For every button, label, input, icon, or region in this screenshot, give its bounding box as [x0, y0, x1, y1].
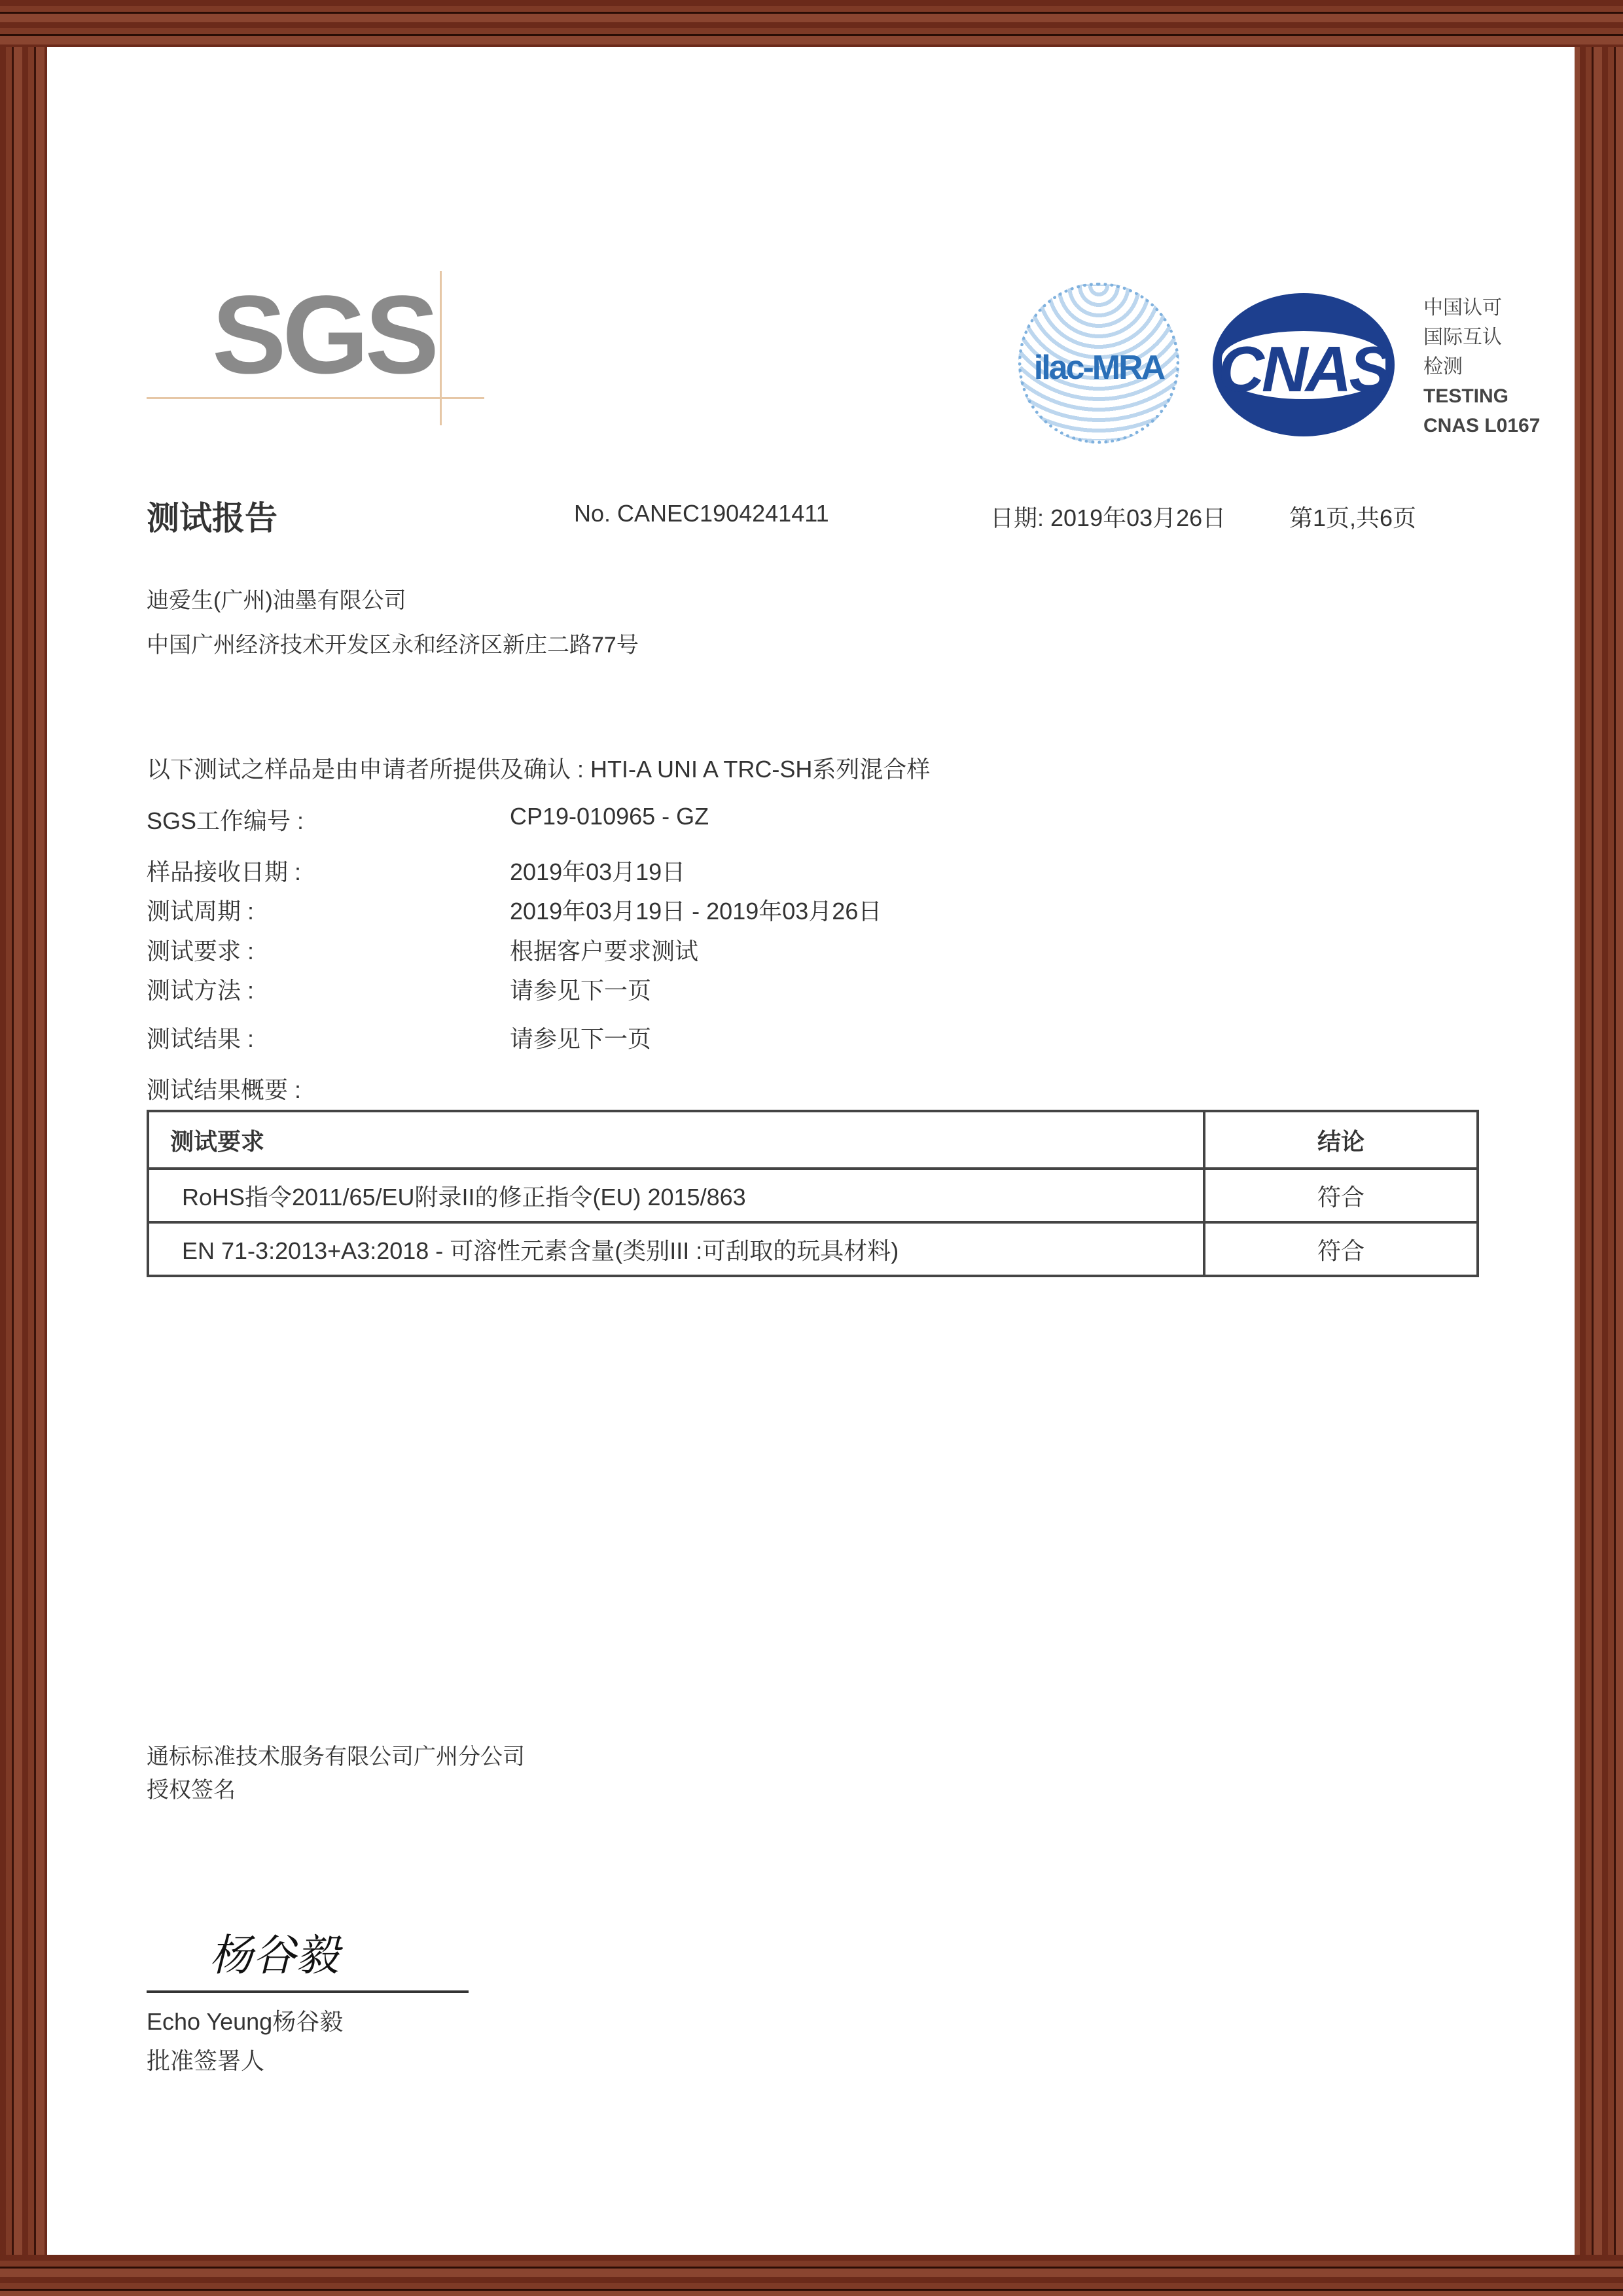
page-number: 第1页,共6页: [1289, 504, 1417, 531]
report-number: No. CANEC1904241411: [574, 500, 829, 527]
wood-frame-top: [0, 0, 1623, 47]
conclusion-cell: 符合: [1204, 1222, 1478, 1276]
ilac-mra-logo: ilac-MRA: [1018, 283, 1179, 444]
signature-line: [147, 1990, 469, 1993]
field-label: SGS工作编号 :: [147, 807, 304, 834]
field-label: 测试方法 :: [147, 977, 255, 1004]
field-label: 测试结果 :: [147, 1025, 255, 1052]
field-value: 请参见下一页: [510, 977, 652, 1004]
report-date: 日期: 2019年03月26日: [990, 504, 1226, 531]
column-header: 结论: [1204, 1111, 1478, 1169]
field-label: 测试周期 :: [147, 898, 255, 925]
handwritten-signature: 杨谷毅: [209, 1930, 339, 1981]
field-value: 2019年03月19日 - 2019年03月26日: [510, 898, 882, 925]
authorized-signature-label: 授权签名: [147, 1778, 236, 1803]
summary-heading: 测试结果概要 :: [147, 1076, 302, 1103]
client-address: 中国广州经济技术开发区永和经济区新庄二路77号: [147, 633, 639, 658]
table-header-row: [148, 1111, 1478, 1169]
sgs-logo: SGS: [147, 271, 484, 425]
document-title: 测试报告: [147, 500, 277, 537]
client-name: 迪爱生(广州)油墨有限公司: [147, 588, 406, 613]
summary-table: [147, 1110, 1479, 1277]
wood-frame-bottom: [0, 2255, 1623, 2296]
issuing-company: 通标标准技术服务有限公司广州分公司: [147, 1744, 525, 1769]
field-value: CP19-010965 - GZ: [510, 803, 709, 830]
signer-title: 批准签署人: [147, 2047, 265, 2074]
column-header: 测试要求: [148, 1111, 1204, 1169]
field-value: 根据客户要求测试: [510, 938, 699, 964]
conclusion-cell: 符合: [1204, 1169, 1478, 1222]
table-row: [148, 1169, 1478, 1222]
requirement-cell: RoHS指令2011/65/EU附录II的修正指令(EU) 2015/863: [148, 1169, 1204, 1222]
signer-name: Echo Yeung杨谷毅: [147, 2008, 344, 2035]
field-label: 测试要求 :: [147, 938, 255, 964]
sample-statement: 以下测试之样品是由申请者所提供及确认 : HTI-A UNI A TRC-SH系列混合样: [147, 756, 931, 783]
field-value: 请参见下一页: [510, 1025, 652, 1052]
field-label: 样品接收日期 :: [147, 858, 302, 885]
cnas-logo: CNAS: [1213, 293, 1395, 436]
table-row: [148, 1222, 1478, 1276]
requirement-cell: EN 71-3:2013+A3:2018 - 可溶性元素含量(类别III :可刮取的玩具材料): [148, 1222, 1204, 1276]
accreditation-text: 中国认可 国际互认 检测 TESTING CNAS L0167: [1423, 297, 1541, 436]
field-value: 2019年03月19日: [510, 858, 686, 885]
